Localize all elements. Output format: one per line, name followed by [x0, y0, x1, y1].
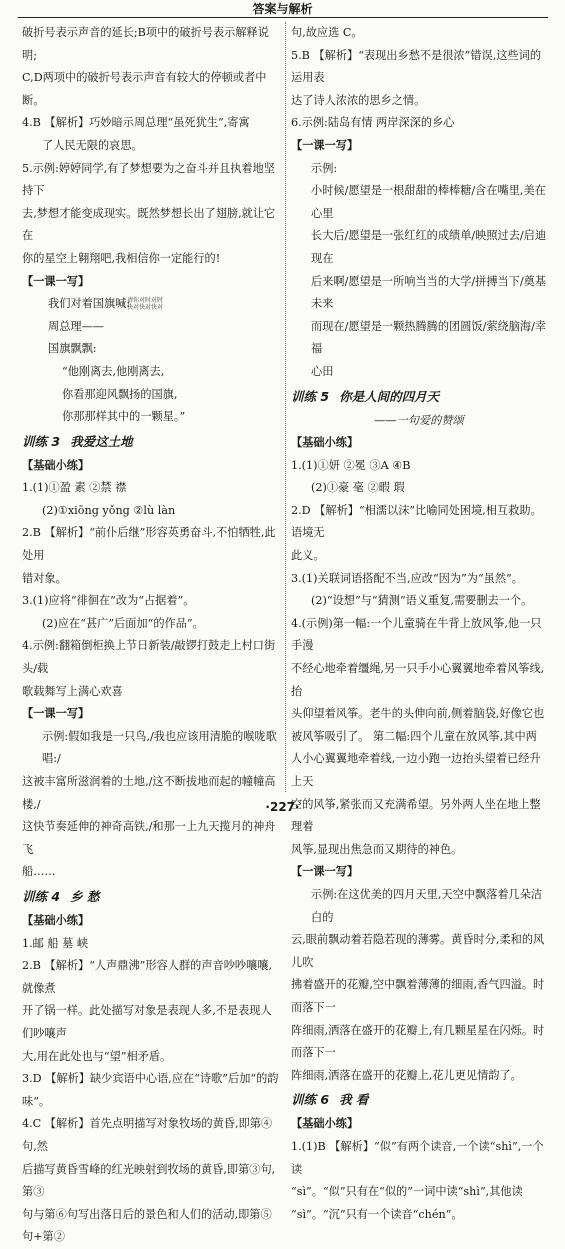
column-divider — [285, 22, 286, 792]
unit-title — [291, 1087, 547, 1113]
unit-title — [22, 429, 280, 455]
text-line: 4.(示例)第一幅:一个儿童骑在牛背上放风筝,他一只手漫 — [291, 616, 542, 653]
text-line: 1.(1)B 【解析】“似”有两个读音,一个读“shì”,一个读 — [291, 1139, 544, 1176]
text-line: 阵细雨,洒落在盛开的花瓣上,有几颗星星在闪烁。时而落下一 — [291, 1023, 545, 1060]
header-rule — [18, 17, 548, 18]
page-header: 答案与解析 — [252, 2, 313, 16]
text-line: 1.(1)①妍 ②冕 ③A ④B — [291, 458, 411, 472]
text-line: (2)①豪 毫 ②暇 瑕 — [311, 481, 405, 495]
text-line: 5.示例:婷婷同学,有了梦想要为之奋斗并且执着地坚持下 — [22, 161, 275, 198]
unit-title — [291, 384, 547, 410]
text-line: 句与第⑥句写出落日后的景色和人们的活动,即第⑤句+第② — [22, 1207, 272, 1244]
text-line: 周总理—— — [48, 319, 104, 333]
unit-name: 乡 愁 — [70, 888, 100, 904]
text-line: 不经心地牵着缰绳,另一只手小心翼翼地牵着风筝线,抬 — [291, 662, 545, 698]
section-heading: 【基础小练】 — [22, 458, 90, 472]
section-heading: 【基础小练】 — [291, 1117, 359, 1131]
unit-name: 我爱这土地 — [70, 433, 133, 449]
text-line: 头仰望着风筝。老牛的头伸向前,侧着脑袋,好像它也 — [291, 707, 545, 721]
text-line: 风筝,显现出焦急而又期待的神色。 — [291, 842, 463, 856]
text-line: 达了诗人浓浓的思乡之情。 — [291, 93, 426, 107]
text-line: 阵细雨,洒落在盛开的花瓣上,花儿更见情韵了。 — [291, 1068, 522, 1082]
unit-name: 你是人间的四月天 — [339, 388, 440, 404]
text-line: 3.(1)应将“徘徊在”改为“占据着”。 — [22, 594, 195, 608]
right-column — [291, 22, 547, 1226]
unit-number: 训练 4 — [22, 888, 61, 904]
unit-number: 训练 3 — [22, 433, 61, 449]
text-line: 4.示例:翻箱倒柜换上节日新装/敲锣打鼓走上村口街头/载 — [22, 639, 276, 676]
text-line: 此义。 — [291, 549, 325, 563]
text-line: 这被丰富所滋润着的土地,/这不断拔地而起的幢幢高楼,/ — [22, 775, 276, 811]
text-line: 4.B 【解析】巧妙暗示周总理“虽死犹生”,寄寓 — [22, 116, 250, 130]
section-heading: 【一课一写】 — [291, 865, 359, 879]
text-line: 你那那样其中的一颗星。” — [62, 410, 186, 424]
left-column — [22, 22, 280, 1249]
text-line: 我们对着国旗喊: — [48, 297, 131, 311]
text-line: 示例: — [311, 161, 338, 175]
text-line: “sì”。“似”只有在“似的”一词中读“shì”,其他读 — [291, 1185, 523, 1199]
section-heading: 【一课一写】 — [22, 274, 90, 288]
unit-number: 训练 5 — [291, 388, 330, 404]
text-line: 3.(1)关联词语搭配不当,应改“因为”为“虽然”。 — [291, 571, 523, 585]
section-heading: 【基础小练】 — [291, 436, 359, 450]
unit-number: 训练 6 — [291, 1092, 330, 1108]
text-line: 1.(1)①盈 素 ②禁 襟 — [22, 481, 127, 495]
text-line: 开了锅一样。此处描写对象是表现人多,不是表现人们吵嚷声 — [22, 1004, 272, 1040]
text-line: 2.B 【解析】“人声鼎沸”形容人群的声音吵吵嚷嚷,就像煮 — [22, 959, 273, 995]
text-line: 云,眼前飘动着若隐若现的薄雾。黄昏时分,柔和的风儿吹 — [291, 933, 545, 969]
text-line: 4.C 【解析】首先点明描写对象牧场的黄昏,即第④句,然 — [22, 1117, 273, 1153]
text-line: 拂着盛开的花瓣,空中飘着薄薄的细雨,香气四溢。时而落下一 — [291, 978, 545, 1014]
text-line: 空的风筝,紧张而又充满希望。另外两人坐在地上整理着 — [291, 797, 541, 834]
text-line: (2)①xiōng yǒng ②lù làn — [42, 503, 176, 517]
text-line: 船…… — [22, 865, 56, 879]
text-line: 你看那迎风飘扬的国旗, — [62, 387, 178, 401]
text-line: 你的星空上翱翔吧,我相信你一定能行的! — [22, 251, 221, 265]
text-line: 国旗飘飘: — [48, 342, 97, 356]
text-line: (2)应在“甚广”后面加“的作品”。 — [42, 616, 204, 630]
text-line: 了人民无限的哀思。 — [42, 138, 143, 152]
text-line: 小时候/愿望是一根甜甜的棒棒糖/含在嘴里,美在心里 — [311, 184, 546, 220]
text-line: C,D两项中的破折号表示声音有较大的停顿或者中断。 — [22, 71, 267, 107]
text-line: 句,故应选 C。 — [291, 26, 363, 39]
text-line: 3.D 【解析】缺少宾语中心语,应在“诗歌”后加“的韵味”。 — [22, 1072, 279, 1108]
text-line: 5.B 【解析】“表现出乡愁不是很浓”错误,这些词的运用表 — [291, 48, 542, 85]
section-heading: 【一课一写】 — [22, 707, 90, 721]
text-line: 后描写黄昏雪峰的红光映射到牧场的黄昏,即第③句,第③ — [22, 1162, 276, 1199]
text-line: 示例:假如我是一只鸟,/我也应该用清脆的喉咙歌唱:/ — [42, 729, 277, 766]
text-line: 而现在/愿望是一颗热腾腾的团圆饭/萦绕脑海/幸福 — [311, 319, 547, 356]
text-line: 心田 — [311, 364, 334, 378]
text-line: 2.D 【解析】“相濡以沫”比喻同处困境,相互救助。语境无 — [291, 503, 542, 540]
section-heading: 【一课一写】 — [291, 138, 359, 152]
unit-name: 我 看 — [339, 1092, 369, 1108]
text-line: 破折号表示声音的延长;B项中的破折号表示解释说明; — [22, 26, 269, 62]
page-number: ·227· — [265, 800, 300, 814]
text-line: 示例:在这优美的四月天里,天空中飘落着几朵洁白的 — [311, 887, 543, 924]
text-line: 去,梦想才能变成现实。既然梦想长出了翅膀,就让它在 — [22, 206, 276, 243]
text-line: 1.邮 船 墓 峡 — [22, 936, 89, 950]
text-line: (2)“设想”与“猜测”语义重复,需要删去一个。 — [311, 594, 533, 608]
unit-title — [22, 884, 280, 910]
text-line: 被风筝吸引了。 第二幅:四个儿童在放风筝,其中两 — [291, 729, 537, 743]
text-line: 错对象。 — [22, 571, 67, 585]
text-line: “sì”。“沉”只有一个读音“chén”。 — [291, 1207, 463, 1221]
text-line: 人小心翼翼地牵着线,一边小跑一边抬头望着已经升上天 — [291, 752, 541, 788]
text-line: 大,用在此处也与“望”相矛盾。 — [22, 1049, 172, 1063]
text-line: 2.B 【解析】“前仆后继”形容英勇奋斗,不怕牺牲,此处用 — [22, 526, 276, 563]
margin-note: 请你对时对时 快对快对快对 — [127, 297, 164, 312]
text-line: 歌载舞写上满心欢喜 — [22, 684, 123, 698]
text-line: 6.示例:陆岛有情 两岸深深的乡心 — [291, 116, 455, 130]
section-heading: 【基础小练】 — [22, 913, 90, 927]
text-line: 后来啊/愿望是一所响当当的大学/拼搏当下/奠基未来 — [311, 274, 547, 311]
text-line: 长大后/愿望是一张红红的成绩单/映照过去/启迪现在 — [311, 229, 547, 265]
text-line: 这快节奏延伸的神奇高铁,/和那一上九天揽月的神舟飞 — [22, 820, 276, 856]
unit-subtitle: ——一句爱的赞颂 — [374, 413, 464, 427]
text-line: “他刚离去,他刚离去, — [62, 364, 165, 378]
